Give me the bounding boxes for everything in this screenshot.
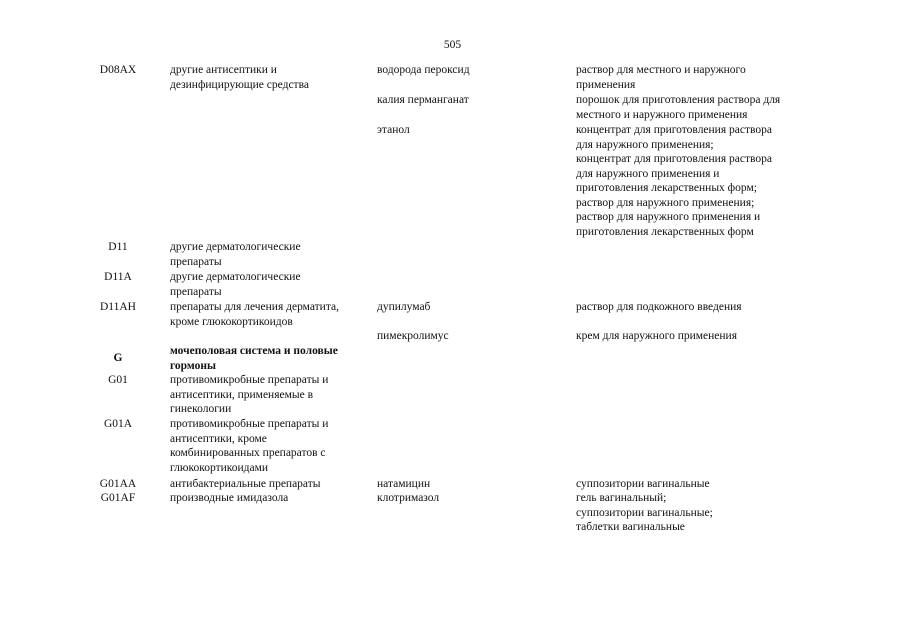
- atc-code: G: [113, 352, 123, 364]
- atc-code: D11A: [104, 271, 132, 283]
- dosage-form: крем для наружного применения: [576, 330, 738, 342]
- dosage-form: порошок для приготовления раствора для местного и наружного применения: [576, 94, 781, 121]
- atc-group-name: производные имидазола: [170, 492, 289, 504]
- dosage-form: концентрат для приготовления раствора для наружного применения; концентрат для приготовления раствора для наружного применения и приготовления лекарственных форм; раствор для наружного применения; раствор для наружного применения и приготовления лекарственных форм: [576, 124, 772, 238]
- atc-group-name: другие дерматологические препараты: [170, 271, 301, 298]
- atc-group-name: препараты для лечения дерматита, кроме глюкокортикоидов: [170, 301, 339, 328]
- dosage-form: раствор для подкожного введения: [576, 301, 742, 313]
- atc-code: D11AH: [100, 301, 136, 313]
- atc-group-name: другие дерматологические препараты: [170, 241, 301, 268]
- drug-name: клотримазол: [377, 492, 440, 504]
- atc-code: G01: [108, 374, 128, 386]
- drug-name: пимекролимус: [377, 330, 449, 342]
- atc-group-name: другие антисептики и дезинфицирующие средства: [170, 64, 309, 91]
- drug-name: этанол: [377, 124, 410, 136]
- page-number: 505: [443, 39, 462, 51]
- atc-code: D11: [108, 241, 128, 253]
- dosage-form: раствор для местного и наружного применения: [576, 64, 746, 91]
- drug-name: дупилумаб: [377, 301, 431, 313]
- atc-group-name: мочеполовая система и половые гормоны: [170, 345, 338, 372]
- drug-name: водорода пероксид: [377, 64, 470, 76]
- dosage-form: суппозитории вагинальные: [576, 478, 710, 490]
- atc-group-name: противомикробные препараты и антисептики, кроме комбинированных препаратов с глюкокортикоидами: [170, 418, 329, 474]
- atc-code: D08AX: [99, 64, 137, 76]
- drug-name: натамицин: [377, 478, 431, 490]
- atc-group-name: антибактериальные препараты: [170, 478, 321, 490]
- atc-code: G01A: [103, 418, 133, 430]
- dosage-form: гель вагинальный; суппозитории вагинальные; таблетки вагинальные: [576, 492, 713, 533]
- drug-name: калия перманганат: [377, 94, 469, 106]
- atc-code: G01AF: [100, 492, 136, 504]
- atc-group-name: противомикробные препараты и антисептики, применяемые в гинекологии: [170, 374, 329, 415]
- atc-code: G01AA: [99, 478, 137, 490]
